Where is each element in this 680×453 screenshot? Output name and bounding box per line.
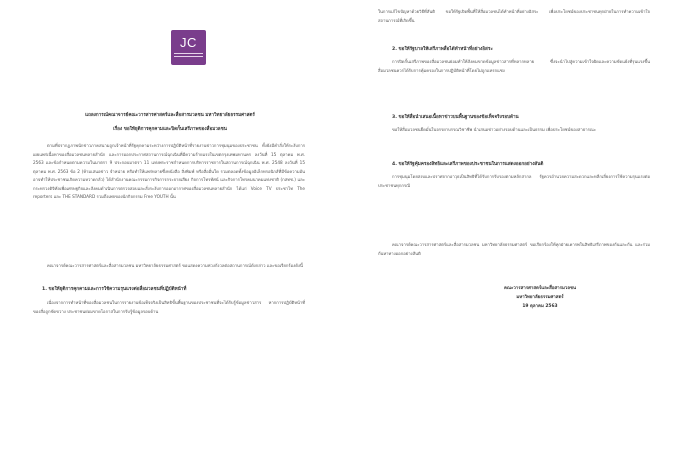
- point-3-title: 3. ขอให้สื่อนำเสนอเนื้อหาข่าวบนพื้นฐานของข้อเท็จจริงรอบด้าน: [392, 115, 519, 120]
- right-page: [340, 0, 680, 453]
- logo-emblem-lines: [174, 53, 203, 59]
- paragraph-1: ตามที่ปรากฏภาพนักข่าวภาคสนามถูกเจ้าหน้าที่รัฐคุกคามระหว่างการปฏิบัติหน้าที่รายงานข่าวการชุมนุมของประชาชน ทั้งยังมีคำสั่งให้ระงับการเผยแพร่เนื้อหาของสื่อมวลชนหลายสำนัก และการออกประกาศสถานการณ์ฉุกเฉินที่มีความร้ายแรงในเขตกรุงเทพมหานคร ลงวันที่ 15 ตุลาคม พ.ศ. 2563 และข้อกำหนดตามความในมาตรา 9 ประกอบมาตรา 11 แห่งพระราชกำหนดการบริหารราชการในสถานการณ์ฉุกเฉิน พ.ศ. 2548 ลงวันที่ 15 ตุลาคม พ.ศ. 2563 ข้อ 2 (ห้ามเสนอข่าว จำหน่าย หรือทำให้แพร่หลายซึ่งหนังสือ สิ่งพิมพ์ หรือสื่ออื่นใด รวมตลอดทั้งข้อมูลอิเล็กทรอนิกส์ที่มีข้อความอันอาจทำให้ประชาชนเกิดความหวาดกลัว) ได้สำนักงานคณะกรรมการกิจการกระจายเสียง กิจการโทรทัศน์ และกิจการโทรคมนาคมแห่งชาติ (กสทช.) และกระทรวงดิจิทัลเพื่อเศรษฐกิจและสังคมดำเนินการตรวจสอบและสั่งระงับการออกอากาศของสื่อมวลชนหลายสำนัก ได้แก่ Voice TV ประชาไท The reporters และ THE STANDARD รวมถึงเพจของนักกิจกรรม Free YOUTH นั้น: [33, 143, 305, 199]
- logo-text: JC: [180, 35, 197, 50]
- faculty-logo: [171, 30, 206, 65]
- point-3-text: ขอให้สื่อมวลชนยึดมั่นในจรรยาบรรณวิชาชีพ นำเสนอข่าวอย่างรอบด้านและเป็นธรรม เพื่อประโยชน์ของสาธารณะ: [392, 127, 596, 132]
- point-1-title: 1. ขอให้ยุติการคุกคามและการใช้ความรุนแรงต่อสื่อมวลชนที่ปฏิบัติหน้าที่: [42, 287, 187, 292]
- paragraph-2: คณาจารย์คณะวารสารศาสตร์และสื่อสารมวลชน มหาวิทยาลัยธรรมศาสตร์ ขอแสดงความห่วงกังวลต่อสถานการณ์ดังกล่าว และขอเรียกร้องดังนี้: [47, 263, 303, 268]
- point-2-title: 2. ขอให้รัฐบาลให้เสรีภาพสื่อได้ทำหน้าที่อย่างอิสระ: [392, 47, 493, 52]
- statement-title: แถลงการณ์คณาจารย์คณะวารสารศาสตร์และสื่อสารมวลชน มหาวิทยาลัยธรรมศาสตร์: [85, 113, 255, 118]
- signature-line-1: คณะวารสารศาสตร์และสื่อสารมวลชน: [503, 286, 577, 291]
- continuation-text: ในการแก้ไขปัญหาด้วยวิธีที่สันติ ขอให้รัฐเปิดพื้นที่ให้สื่อมวลชนได้ทำหน้าที่อย่างอิสระ เพื่อประโยชน์ของประชาชนทุกฝ่ายในการทำความเข้าใจสถานการณ์ที่เกิดขึ้น: [378, 9, 650, 23]
- point-2-text: การปิดกั้นเสรีภาพของสื่อมวลชนย่อมทำให้สังคมขาดข้อมูลข่าวสารที่หลากหลาย ซึ่งจะนำไปสู่ความเข้าใจผิดและความขัดแย้งที่รุนแรงขึ้น สื่อมวลชนควรได้รับการคุ้มครองในการปฏิบัติหน้าที่โดยไม่ถูกแทรกแซง: [378, 59, 650, 73]
- signature-date: 19 ตุลาคม 2563: [522, 304, 558, 309]
- closing-paragraph: คณาจารย์คณะวารสารศาสตร์และสื่อสารมวลชน มหาวิทยาลัยธรรมศาสตร์ ขอเรียกร้องให้ทุกฝ่ายเคารพในสิทธิเสรีภาพของกันและกัน และร่วมกันหาทางออกอย่างสันติ: [378, 242, 650, 256]
- point-4-text: การชุมนุมโดยสงบและปราศจากอาวุธเป็นสิทธิที่ได้รับการรับรองตามหลักสากล รัฐควรอำนวยความสะดวกและหลีกเลี่ยงการใช้ความรุนแรงต่อประชาชนทุกกรณี: [378, 174, 650, 188]
- signature-line-2: มหาวิทยาลัยธรรมศาสตร์: [516, 295, 564, 300]
- statement-subject: เรื่อง ขอให้ยุติการคุกคามและปิดกั้นเสรีภาพของสื่อมวลชน: [113, 127, 227, 132]
- point-1-text: เนื่องจากการทำหน้าที่ของสื่อมวลชนในการรายงานข้อเท็จจริงเป็นสิทธิขั้นพื้นฐานของประชาชนที่จะได้รับรู้ข้อมูลข่าวสาร หากการปฏิบัติหน้าที่ของสื่อถูกขัดขวาง ประชาชนย่อมขาดโอกาสในการรับรู้ข้อมูลรอบด้าน: [33, 300, 305, 314]
- point-4-title: 4. ขอให้รัฐคุ้มครองสิทธิและเสรีภาพของประชาชนในการแสดงออกอย่างสันติ: [392, 162, 544, 167]
